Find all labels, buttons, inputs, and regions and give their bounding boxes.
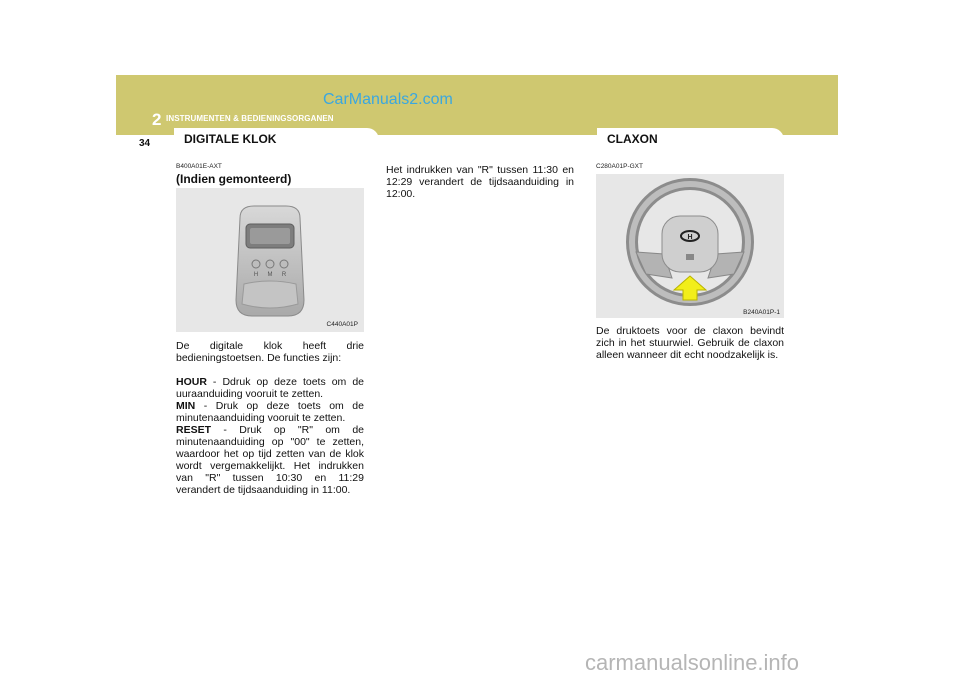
horn-text: De druktoets voor de claxon bevindt zich in het stuurwiel. Gebruik de claxon alleen wanneer dit echt noodzakelijk is. [596,325,784,361]
clock-illustration [176,188,364,332]
section-tab-horn [597,128,784,148]
chapter-number: 2 [152,110,162,129]
reset-continued-text: Het indrukken van "R" tussen 11:30 en 12:29 verandert de tijdsaanduiding in 12:00. [386,164,574,200]
clock-button-h-label: H [253,272,259,278]
section-title-horn: CLAXON [607,132,658,146]
clock-button-r-label: R [281,272,287,278]
section-tab-clock [174,128,379,148]
chapter-title: INSTRUMENTEN & BEDIENINGSORGANEN [166,114,334,123]
clock-functions-list [176,376,364,496]
page-number: 34 [139,138,151,149]
svg-text:H: H [687,234,693,241]
clock-section-code: B400A01E-AXT [176,163,222,170]
clock-image [176,188,364,332]
clock-subheading: (Indien gemonteerd) [176,172,292,186]
clock-image-caption: C440A01P [326,321,358,328]
watermark-link[interactable]: CarManuals2.com [323,91,453,108]
function-item-hour: HOUR - Ddruk op deze toets om de uuraanduiding vooruit te zetten. [176,376,364,400]
function-item-min: MIN - Druk op deze toets om de minutenaanduiding vooruit te zetten. [176,400,364,424]
clock-intro: De digitale klok heeft drie bedieningstoetsen. De functies zijn: [176,340,364,364]
horn-image [596,174,784,318]
steering-wheel-illustration [596,174,784,318]
horn-section-code: C280A01P-GXT [596,163,643,170]
horn-image-caption: B240A01P-1 [743,309,780,316]
clock-button-m-label: M [267,272,273,278]
function-item-reset: RESET - Druk op "R" om de minutenaanduiding op "00" te zetten, waardoor het op tijd zetten van de klok wordt vergemakkelijkt. Het indrukken van "R" tussen 10:30 en 11:29 verandert de tijdsaanduiding in 11:00. [176,424,364,496]
footer-watermark[interactable]: carmanualsonline.info [585,650,800,675]
section-title-clock: DIGITALE KLOK [184,132,277,146]
header-band [116,75,838,135]
